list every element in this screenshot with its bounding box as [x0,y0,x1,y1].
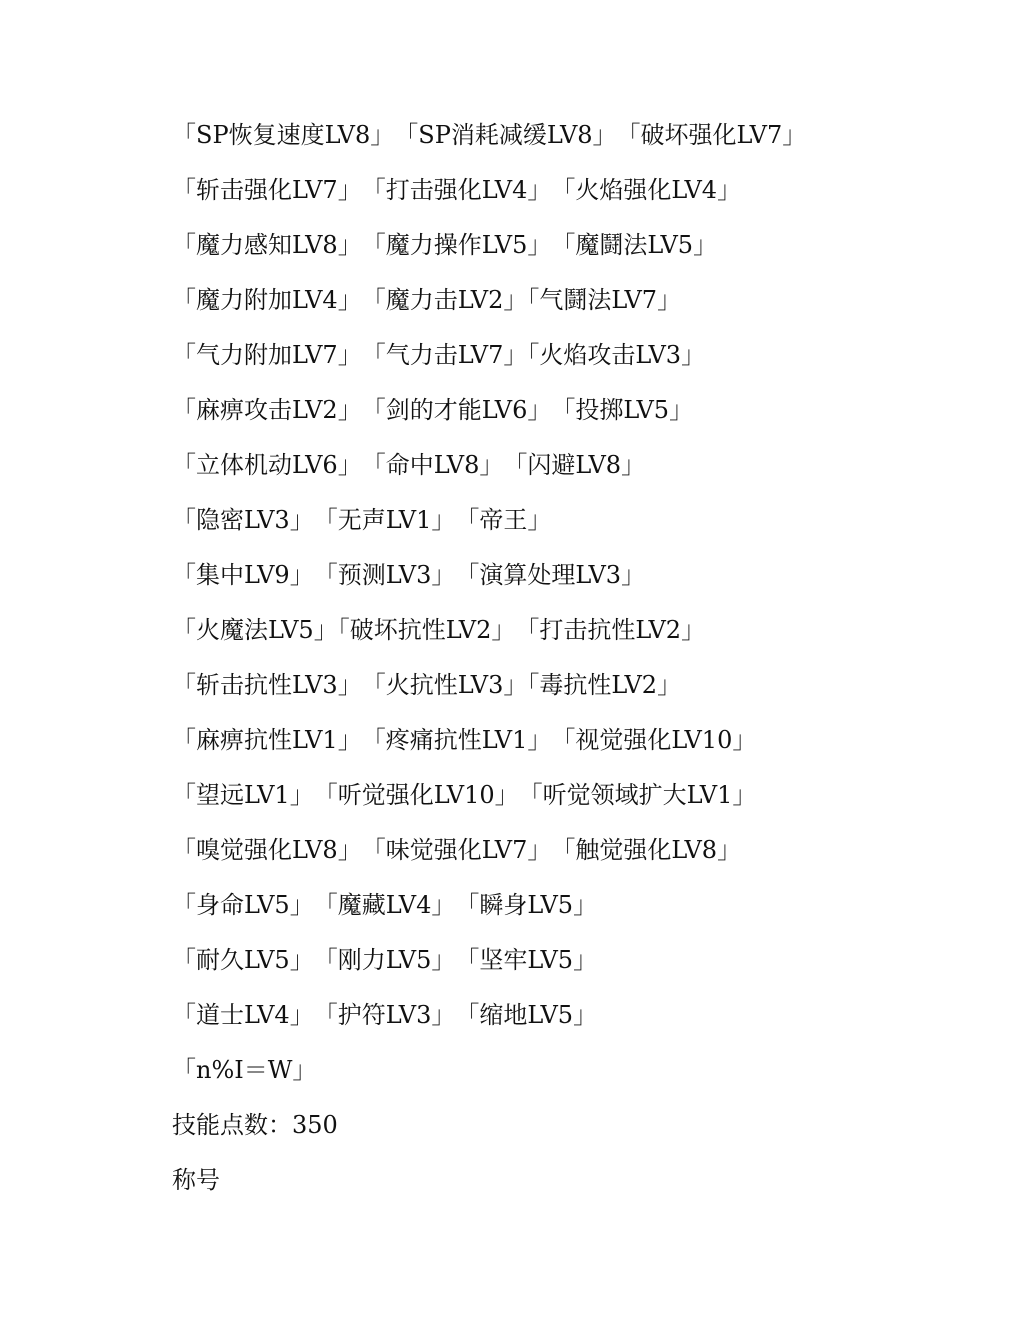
text-line: 「气力附加LV7」 「气力击LV7」「火焰攻击LV3」 [172,341,706,369]
text-line: 「麻痹抗性LV1」 「疼痛抗性LV1」 「视觉强化LV10」 [172,726,757,754]
text-line: 「集中LV9」 「预测LV3」 「演算处理LV3」 [172,561,646,589]
text-line: 「身命LV5」 「魔藏LV4」 「瞬身LV5」 [172,891,598,919]
text-line: 「SP恢复速度LV8」 「SP消耗减缓LV8」 「破坏强化LV7」 [172,121,807,149]
text-line: 「斩击抗性LV3」 「火抗性LV3」「毒抗性LV2」 [172,671,682,699]
text-line: 「道士LV4」 「护符LV3」 「缩地LV5」 [172,1001,598,1029]
text-line: 「耐久LV5」 「刚力LV5」 「坚牢LV5」 [172,946,598,974]
skill-points-line: 技能点数：350 [172,1111,338,1139]
text-line: 「火魔法LV5」「破坏抗性LV2」 「打击抗性LV2」 [172,616,706,644]
text-line: 「魔力附加LV4」 「魔力击LV2」「气鬪法LV7」 [172,286,682,314]
titles-heading: 称号 [172,1166,220,1194]
text-line: 「立体机动LV6」 「命中LV8」 「闪避LV8」 [172,451,646,479]
text-line: 「麻痹攻击LV2」 「剑的才能LV6」 「投掷LV5」 [172,396,694,424]
text-line: 「n%I＝W」 [172,1056,317,1084]
text-line: 「斩击强化LV7」 「打击强化LV4」 「火焰强化LV4」 [172,176,742,204]
text-line: 「嗅觉强化LV8」 「味觉强化LV7」 「触觉强化LV8」 [172,836,742,864]
text-line: 「隐密LV3」 「无声LV1」 「帝王」 [172,506,552,534]
text-line: 「望远LV1」 「听觉强化LV10」 「听觉领域扩大LV1」 [172,781,757,809]
text-line: 「魔力感知LV8」 「魔力操作LV5」 「魔鬪法LV5」 [172,231,718,259]
